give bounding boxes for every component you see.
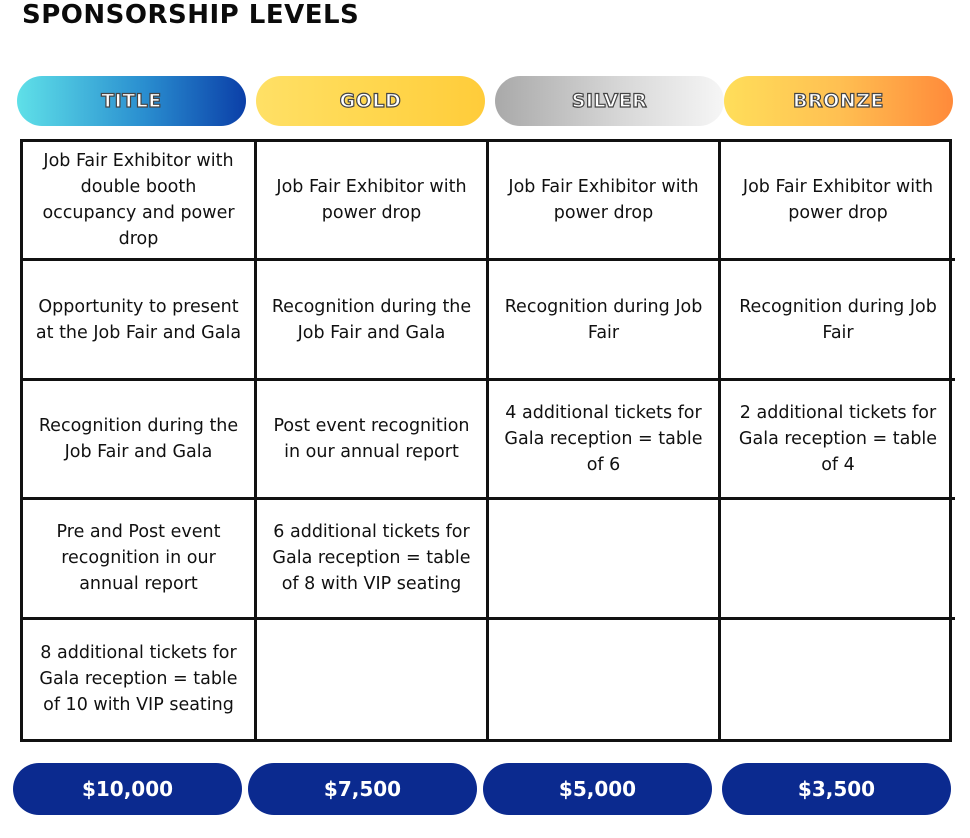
benefit-cell-bronze-r4 (721, 500, 955, 619)
level-header-gold: GOLD (256, 76, 485, 126)
benefit-cell-silver-r2: Recognition during Job Fair (489, 261, 721, 380)
benefit-cell-bronze-r3: 2 additional tickets for Gala reception = table of 4 (721, 381, 955, 500)
page-title: SPONSORSHIP LEVELS (22, 0, 360, 30)
benefit-cell-title-r2: Opportunity to present at the Job Fair and Gala (23, 261, 257, 380)
benefit-cell-silver-r3: 4 additional tickets for Gala reception = table of 6 (489, 381, 721, 500)
benefit-cell-title-r1: Job Fair Exhibitor with double booth occupancy and power drop (23, 142, 257, 261)
benefit-cell-title-r5: 8 additional tickets for Gala reception = table of 10 with VIP seating (23, 620, 257, 739)
price-bronze: $3,500 (722, 763, 951, 815)
benefit-cell-title-r4: Pre and Post event recognition in our annual report (23, 500, 257, 619)
benefit-cell-gold-r3: Post event recognition in our annual report (257, 381, 489, 500)
benefit-cell-silver-r4 (489, 500, 721, 619)
benefits-table (20, 139, 952, 742)
benefit-cell-title-r3: Recognition during the Job Fair and Gala (23, 381, 257, 500)
benefit-cell-bronze-r5 (721, 620, 955, 739)
price-gold: $7,500 (248, 763, 477, 815)
level-header-title: TITLE (17, 76, 246, 126)
benefit-cell-gold-r1: Job Fair Exhibitor with power drop (257, 142, 489, 261)
benefit-cell-bronze-r1: Job Fair Exhibitor with power drop (721, 142, 955, 261)
level-header-silver: SILVER (495, 76, 724, 126)
price-silver: $5,000 (483, 763, 712, 815)
benefit-cell-silver-r1: Job Fair Exhibitor with power drop (489, 142, 721, 261)
price-title: $10,000 (13, 763, 242, 815)
benefit-cell-bronze-r2: Recognition during Job Fair (721, 261, 955, 380)
benefit-cell-gold-r5 (257, 620, 489, 739)
level-header-bronze: BRONZE (724, 76, 953, 126)
benefit-cell-gold-r2: Recognition during the Job Fair and Gala (257, 261, 489, 380)
benefit-cell-silver-r5 (489, 620, 721, 739)
benefit-cell-gold-r4: 6 additional tickets for Gala reception = table of 8 with VIP seating (257, 500, 489, 619)
